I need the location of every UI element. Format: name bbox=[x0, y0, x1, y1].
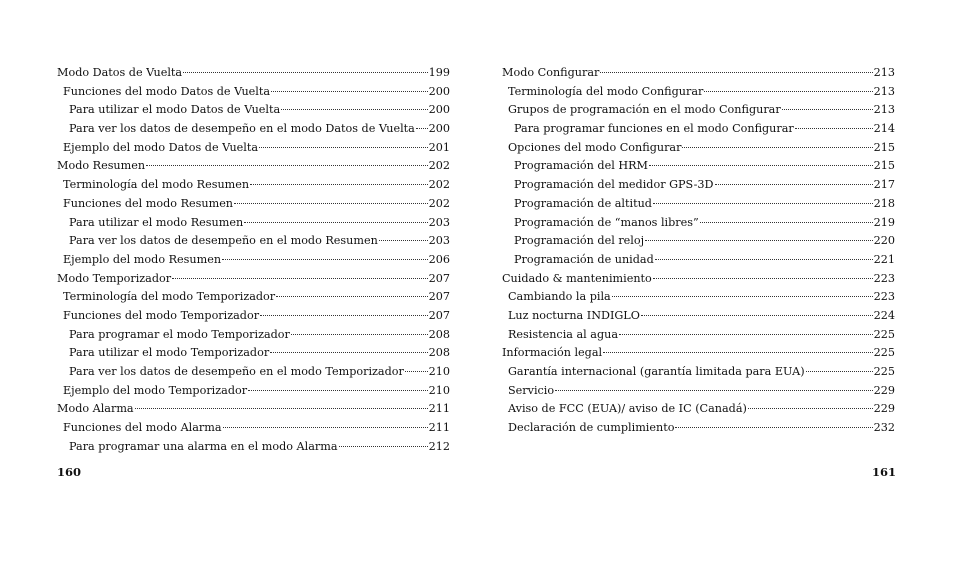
toc-entry bbox=[502, 400, 895, 419]
dot-leader bbox=[379, 240, 428, 241]
toc-entry-title: Para ver los datos de desempeño en el modo Datos de Vuelta bbox=[69, 122, 415, 136]
toc-entry-page: 207 bbox=[428, 271, 450, 285]
toc-entry-title: Información legal bbox=[502, 346, 603, 360]
toc-entry-page: 202 bbox=[428, 196, 450, 210]
toc-entry-page: 201 bbox=[428, 140, 450, 154]
toc-entry bbox=[57, 157, 450, 176]
toc-entry bbox=[57, 139, 450, 158]
toc-entry bbox=[57, 214, 450, 233]
toc-entry-title: Aviso de FCC (EUA)/ aviso de IC (Canadá) bbox=[508, 402, 747, 416]
dot-leader bbox=[675, 427, 872, 428]
toc-entry-title: Modo Resumen bbox=[57, 159, 146, 173]
dot-leader bbox=[603, 352, 873, 353]
toc-entry bbox=[57, 344, 450, 363]
toc-entry-page: 213 bbox=[873, 66, 895, 79]
toc-entry-title: Modo Temporizador bbox=[57, 271, 172, 285]
toc-entry-title: Ejemplo del modo Temporizador bbox=[63, 383, 248, 397]
toc-entry-page: 217 bbox=[873, 178, 895, 192]
toc-entry bbox=[57, 400, 450, 419]
toc-entry-page: 225 bbox=[873, 327, 895, 341]
toc-entry-title: Para programar una alarma en el modo Alarma bbox=[69, 439, 338, 453]
dot-leader bbox=[555, 390, 873, 391]
toc-entry-page: 220 bbox=[873, 234, 895, 248]
toc-entry-page: 200 bbox=[428, 103, 450, 117]
dot-leader bbox=[146, 165, 428, 166]
dot-leader bbox=[339, 446, 428, 447]
toc-entry-title: Garantía internacional (garantía limitada para EUA) bbox=[508, 365, 805, 378]
dot-leader bbox=[782, 109, 873, 110]
toc-entry-page: 214 bbox=[873, 122, 895, 136]
toc-entry-page: 202 bbox=[428, 159, 450, 173]
dot-leader bbox=[234, 203, 428, 204]
dot-leader bbox=[248, 390, 428, 391]
toc-entry bbox=[57, 438, 450, 457]
toc-entry bbox=[57, 176, 450, 195]
toc-entry-page: 224 bbox=[873, 308, 895, 322]
dot-leader bbox=[270, 352, 427, 353]
toc-entry-page: 215 bbox=[873, 140, 895, 154]
toc-entry bbox=[502, 344, 895, 363]
toc-entry bbox=[57, 270, 450, 289]
toc-entry-page: 219 bbox=[873, 215, 895, 229]
toc-entry bbox=[57, 232, 450, 251]
toc-entry-title: Luz nocturna INDIGLO bbox=[508, 308, 640, 322]
toc-entry-title: Ejemplo del modo Resumen bbox=[63, 252, 222, 266]
toc-entry-title: Servicio bbox=[508, 383, 555, 397]
toc-entry-page: 199 bbox=[428, 66, 450, 79]
dot-leader bbox=[222, 259, 428, 260]
toc-entry-page: 211 bbox=[428, 402, 450, 416]
dot-leader bbox=[244, 222, 427, 223]
toc-entry-page: 210 bbox=[428, 383, 450, 397]
toc-entry-page: 208 bbox=[428, 346, 450, 360]
toc-entry-title: Terminología del modo Temporizador bbox=[63, 290, 276, 304]
toc-entry bbox=[57, 363, 450, 382]
dot-leader bbox=[276, 296, 428, 297]
toc-entry-title: Para utilizar el modo Resumen bbox=[69, 215, 244, 229]
dot-leader bbox=[655, 259, 873, 260]
dot-leader bbox=[619, 334, 873, 335]
toc-entry bbox=[502, 195, 895, 214]
dot-leader bbox=[653, 278, 873, 279]
dot-leader bbox=[748, 408, 873, 409]
toc-entry-title: Para ver los datos de desempeño en el modo Temporizador bbox=[69, 365, 404, 378]
toc-entry-title: Para utilizar el modo Datos de Vuelta bbox=[69, 103, 281, 117]
dot-leader bbox=[645, 240, 873, 241]
toc-entry-title: Programación de unidad bbox=[514, 252, 654, 266]
dot-leader bbox=[649, 165, 873, 166]
dot-leader bbox=[281, 109, 427, 110]
toc-left-page bbox=[57, 64, 450, 456]
toc-entry-title: Cuidado & mantenimiento bbox=[502, 271, 652, 285]
toc-entry-page: 225 bbox=[873, 365, 895, 378]
toc-entry-title: Programación de “manos libres” bbox=[514, 215, 699, 229]
toc-entry-page: 207 bbox=[428, 290, 450, 304]
toc-entry bbox=[502, 64, 895, 83]
toc-entry-title: Programación de altitud bbox=[514, 196, 652, 210]
dot-leader bbox=[183, 72, 428, 73]
toc-entry bbox=[502, 176, 895, 195]
toc-entry-title: Para ver los datos de desempeño en el modo Resumen bbox=[69, 234, 378, 248]
toc-entry-page: 215 bbox=[873, 159, 895, 173]
toc-entry-page: 208 bbox=[428, 327, 450, 341]
toc-entry-title: Programación del HRM bbox=[514, 159, 648, 173]
toc-entry-page: 213 bbox=[873, 103, 895, 117]
toc-entry bbox=[57, 288, 450, 307]
toc-entry bbox=[57, 83, 450, 102]
toc-entry-title: Grupos de programación en el modo Configurar bbox=[508, 103, 781, 117]
toc-entry-title: Para programar el modo Temporizador bbox=[69, 327, 290, 341]
toc-entry-page: 223 bbox=[873, 271, 895, 285]
dot-leader bbox=[172, 278, 428, 279]
toc-entry-title: Terminología del modo Configurar bbox=[508, 84, 704, 98]
dot-leader bbox=[260, 315, 428, 316]
toc-entry-title: Programación del medidor GPS-3D bbox=[514, 178, 714, 192]
toc-entry-page: 229 bbox=[873, 402, 895, 416]
dot-leader bbox=[600, 72, 872, 73]
page-number-right: 161 bbox=[872, 465, 897, 479]
dot-leader bbox=[612, 296, 873, 297]
toc-entry-page: 213 bbox=[873, 84, 895, 98]
toc-entry bbox=[502, 382, 895, 401]
toc-entry-page: 200 bbox=[428, 122, 450, 136]
dot-leader bbox=[135, 408, 428, 409]
toc-entry bbox=[502, 288, 895, 307]
toc-entry-page: 203 bbox=[428, 215, 450, 229]
toc-entry bbox=[502, 101, 895, 120]
toc-entry-title: Modo Alarma bbox=[57, 402, 134, 416]
toc-entry-title: Cambiando la pila bbox=[508, 290, 611, 304]
toc-entry bbox=[502, 363, 895, 382]
toc-entry bbox=[502, 326, 895, 345]
toc-entry bbox=[57, 251, 450, 270]
toc-entry bbox=[502, 157, 895, 176]
toc-entry-page: 225 bbox=[873, 346, 895, 360]
toc-entry-title: Funciones del modo Temporizador bbox=[63, 308, 260, 322]
toc-entry-title: Opciones del modo Configurar bbox=[508, 140, 682, 154]
toc-right-page bbox=[502, 64, 895, 438]
toc-entry-title: Modo Datos de Vuelta bbox=[57, 66, 183, 79]
toc-entry bbox=[502, 83, 895, 102]
toc-entry-title: Modo Configurar bbox=[502, 66, 600, 79]
dot-leader bbox=[416, 128, 428, 129]
toc-entry bbox=[57, 120, 450, 139]
toc-entry-page: 232 bbox=[873, 421, 895, 435]
toc-entry bbox=[502, 139, 895, 158]
toc-entry-title: Funciones del modo Resumen bbox=[63, 196, 234, 210]
dot-leader bbox=[700, 222, 873, 223]
dot-leader bbox=[653, 203, 873, 204]
dot-leader bbox=[715, 184, 873, 185]
toc-entry bbox=[502, 270, 895, 289]
toc-entry-title: Declaración de cumplimiento bbox=[508, 421, 675, 435]
toc-entry-title: Para programar funciones en el modo Configurar bbox=[514, 122, 794, 136]
toc-entry-page: 210 bbox=[428, 365, 450, 378]
toc-entry-page: 202 bbox=[428, 178, 450, 192]
toc-entry-page: 229 bbox=[873, 383, 895, 397]
toc-entry-title: Resistencia al agua bbox=[508, 327, 619, 341]
toc-entry-page: 206 bbox=[428, 252, 450, 266]
toc-entry-page: 223 bbox=[873, 290, 895, 304]
toc-entry bbox=[502, 307, 895, 326]
dot-leader bbox=[795, 128, 873, 129]
toc-entry-page: 211 bbox=[428, 421, 450, 435]
toc-entry-title: Programación del reloj bbox=[514, 234, 645, 248]
toc-entry-page: 218 bbox=[873, 196, 895, 210]
toc-entry bbox=[502, 419, 895, 438]
toc-entry-title: Ejemplo del modo Datos de Vuelta bbox=[63, 140, 259, 154]
toc-entry-title: Para utilizar el modo Temporizador bbox=[69, 346, 270, 360]
dot-leader bbox=[405, 371, 428, 372]
dot-leader bbox=[806, 371, 873, 372]
dot-leader bbox=[704, 91, 872, 92]
page-number-left: 160 bbox=[57, 465, 82, 479]
toc-entry-page: 212 bbox=[428, 439, 450, 453]
toc-entry-page: 203 bbox=[428, 234, 450, 248]
dot-leader bbox=[682, 147, 872, 148]
toc-entry bbox=[502, 232, 895, 251]
dot-leader bbox=[641, 315, 873, 316]
toc-entry-title: Funciones del modo Alarma bbox=[63, 421, 222, 435]
toc-entry bbox=[57, 326, 450, 345]
dot-leader bbox=[223, 427, 428, 428]
toc-entry-page: 200 bbox=[428, 84, 450, 98]
toc-entry bbox=[502, 214, 895, 233]
toc-entry bbox=[502, 251, 895, 270]
toc-entry bbox=[57, 382, 450, 401]
toc-entry-page: 207 bbox=[428, 308, 450, 322]
toc-entry bbox=[502, 120, 895, 139]
toc-entry-page: 221 bbox=[873, 252, 895, 266]
dot-leader bbox=[291, 334, 428, 335]
toc-entry bbox=[57, 419, 450, 438]
dot-leader bbox=[250, 184, 428, 185]
toc-entry bbox=[57, 101, 450, 120]
toc-entry bbox=[57, 64, 450, 83]
dot-leader bbox=[259, 147, 428, 148]
toc-entry-title: Terminología del modo Resumen bbox=[63, 178, 250, 192]
toc-entry bbox=[57, 195, 450, 214]
toc-entry-title: Funciones del modo Datos de Vuelta bbox=[63, 84, 271, 98]
toc-entry bbox=[57, 307, 450, 326]
dot-leader bbox=[271, 91, 428, 92]
